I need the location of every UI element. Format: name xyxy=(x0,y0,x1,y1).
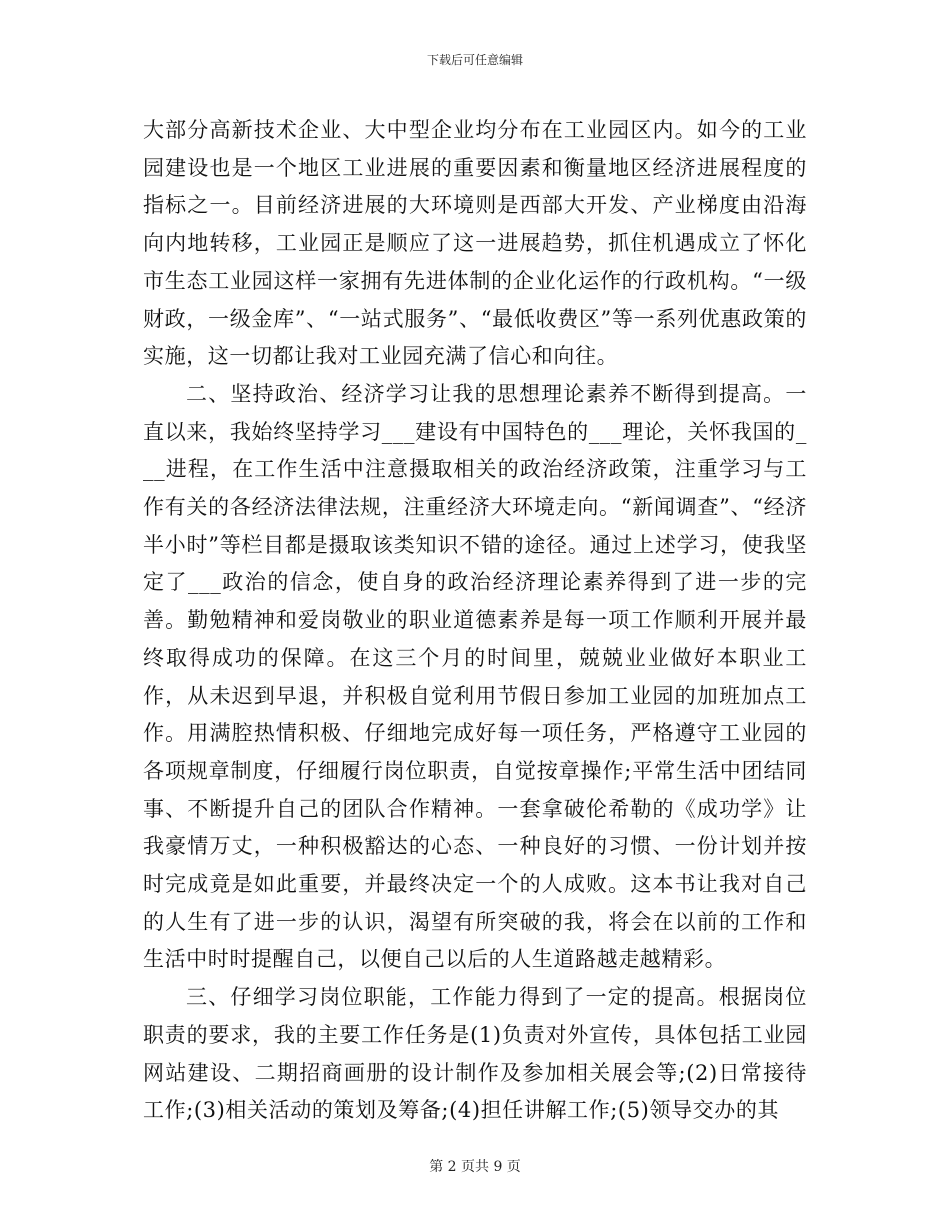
page-number: 第 2 页共 9 页 xyxy=(429,1159,521,1175)
paragraph-continuation: 大部分高新技术企业、大中型企业均分布在工业园区内。如今的工业园建设也是一个地区工业进展的重要因素和衡量地区经济进展程度的指标之一。目前经济进展的大环境则是西部大开发、产业梯度由沿海向内地转移，工业园正是顺应了这一进展趋势，抓住机遇成立了怀化市生态工业园这样一家拥有先进体制的企业化运作的行政机构。“一级财政，一级金库”、“一站式服务”、“最低收费区”等一系列优惠政策的实施，这一切都让我对工业园充满了信心和向往。 xyxy=(143,118,807,369)
page-header: 下载后可任意编辑 xyxy=(426,53,523,67)
paragraph-political-study: 二、坚持政治、经济学习让我的思想理论素养不断得到提高。一直以来，我始终坚持学习___建设有中国特色的___理论，关怀我国的___进程，在工作生活中注意摄取相关的政治经济政策，注重学习与工作有关的各经济法律法规，注重经济大环境走向。“新闻调查”、“经济半小时”等栏目都是摄取该类知识不错的途径。通过上述学习，使我坚定了___政治的信念，使自身的政治经济理论素养得到了进一步的完善。勤勉精神和爱岗敬业的职业道德素养是每一项工作顺利开展并最终取得成功的保障。在这三个月的时间里，兢兢业业做好本职业工作，从未迟到早退，并积极自觉利用节假日参加工业园的加班加点工作。用满腔热情积极、仔细地完成好每一项任务，严格遵守工业园的各项规章制度，仔细履行岗位职责，自觉按章操作;平常生活中团结同事、不断提升自己的团队合作精神。一套拿破伦希勒的《成功学》让我豪情万丈，一种积极豁达的心态、一种良好的习惯、一份计划并按时完成竟是如此重要，并最终决定一个的人成败。这本书让我对自己的人生有了进一步的认识，渴望有所突破的我，将会在以前的工作和生活中时时提醒自己，以便自己以后的人生道路越走越精彩。 xyxy=(143,381,807,972)
paragraph-job-duties: 三、仔细学习岗位职能，工作能力得到了一定的提高。根据岗位职责的要求，我的主要工作任务是(1)负责对外宣传，具体包括工业园网站建设、二期招商画册的设计制作及参加相关展会等;(2)日常接待工作;(3)相关活动的策划及筹备;(4)担任讲解工作;(5)领导交办的其 xyxy=(143,985,807,1123)
document-body xyxy=(143,112,807,1130)
